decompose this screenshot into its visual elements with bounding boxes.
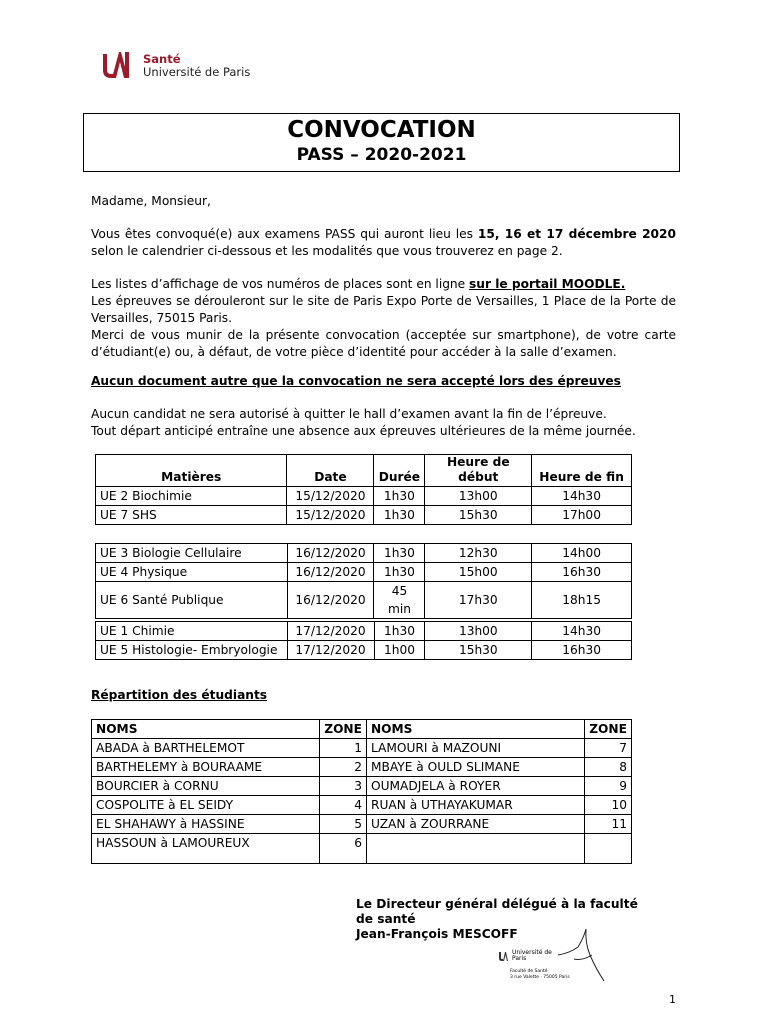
cell-start: 17h30 — [425, 582, 532, 619]
cell-subject: UE 2 Biochimie — [96, 487, 287, 506]
table-row — [96, 544, 632, 563]
table-row — [92, 758, 632, 777]
cell-duration: 1h30 — [374, 622, 425, 641]
cell-zone: 10 — [585, 796, 632, 815]
table-row — [96, 622, 632, 641]
table-row — [96, 487, 632, 506]
rep-header-names-1: NOMS — [92, 720, 320, 739]
cell-names: LAMOURI à MAZOUNI — [366, 739, 584, 758]
cell-zone: 1 — [320, 739, 367, 758]
rule-leave-hall: Aucun candidat ne sera autorisé à quitter le hall d’examen avant la fin de l’épreuve. — [91, 407, 607, 421]
cell-names: UZAN à ZOURRANE — [366, 815, 584, 834]
rep-header-zone-1: ZONE — [320, 720, 367, 739]
document-title: CONVOCATION — [287, 117, 476, 143]
logo-line-sante: Santé — [143, 52, 181, 66]
logo-line-university: Université de Paris — [143, 65, 251, 79]
cell-subject: UE 5 Histologie- Embryologie — [96, 641, 288, 660]
venue-text: Les épreuves se dérouleront sur le site de Paris Expo Porte de Versailles, 1 Place de la Porte de Versailles, 75015 Paris. — [91, 294, 676, 325]
cell-duration: 45 min — [374, 582, 425, 619]
cell-date: 16/12/2020 — [287, 582, 374, 619]
table-row — [92, 739, 632, 758]
cell-date: 17/12/2020 — [287, 622, 374, 641]
cell-subject: UE 7 SHS — [96, 506, 287, 525]
cell-zone: 9 — [585, 777, 632, 796]
cell-duration: 1h30 — [374, 506, 425, 525]
stamp-address: 3 rue Valette · 75005 Paris — [510, 975, 570, 980]
paragraph-rules — [91, 406, 676, 440]
cell-names: EL SHAHAWY à HASSINE — [92, 815, 320, 834]
documents-text: Merci de vous munir de la présente convocation (acceptée sur smartphone), de votre carte d’étudiant(e) ou, à défaut, de votre pièce d’identité pour accéder à la salle d’examen. — [91, 328, 676, 359]
cell-zone: 7 — [585, 739, 632, 758]
paragraph-exam-dates — [91, 226, 676, 260]
table-row — [92, 815, 632, 834]
document-subtitle: PASS – 2020-2021 — [296, 145, 467, 165]
warning-text: Aucun document autre que la convocation ne sera accepté lors des épreuves — [91, 374, 621, 388]
repartition-table — [91, 719, 632, 864]
table-row — [92, 796, 632, 815]
cell-end: 14h00 — [532, 544, 632, 563]
cell-zone: 3 — [320, 777, 367, 796]
table-row — [96, 506, 632, 525]
schedule-header-subject: Matières — [96, 455, 287, 487]
signature-block — [356, 897, 656, 942]
cell-start: 15h00 — [425, 563, 532, 582]
cell-date: 17/12/2020 — [287, 641, 374, 660]
cell-end: 18h15 — [532, 582, 632, 619]
table-row — [96, 582, 632, 619]
cell-zone: 6 — [320, 834, 367, 864]
cell-names: MBAYE à OULD SLIMANE — [366, 758, 584, 777]
cell-subject: UE 6 Santé Publique — [96, 582, 288, 619]
signatory-name: Jean-François MESCOFF — [356, 927, 518, 941]
cell-subject: UE 4 Physique — [96, 563, 288, 582]
cell-start: 13h00 — [425, 622, 532, 641]
schedule-header-duration: Durée — [374, 455, 425, 487]
stamp-logo-icon — [498, 950, 510, 962]
cell-zone: 11 — [585, 815, 632, 834]
cell-duration: 1h30 — [374, 487, 425, 506]
paragraph-logistics — [91, 276, 676, 361]
cell-end: 14h30 — [532, 622, 632, 641]
logo-text — [143, 53, 250, 79]
exam-dates-text-a: Vous êtes convoqué(e) aux examens PASS qui auront lieu les — [91, 227, 478, 241]
cell-duration: 1h00 — [374, 641, 425, 660]
cell-subject: UE 1 Chimie — [96, 622, 288, 641]
schedule-table-day3 — [95, 621, 632, 660]
repartition-title — [91, 687, 676, 704]
cell-duration: 1h30 — [374, 544, 425, 563]
rep-header-names-2: NOMS — [366, 720, 584, 739]
cell-end: 17h00 — [532, 506, 632, 525]
cell-start: 13h00 — [425, 487, 532, 506]
schedule-header-start: Heure de début — [425, 455, 532, 487]
cell-names: RUAN à UTHAYAKUMAR — [366, 796, 584, 815]
rep-header-zone-2: ZONE — [585, 720, 632, 739]
exam-dates-bold: 15, 16 et 17 décembre 2020 — [477, 227, 676, 241]
exam-dates-text-b: selon le calendrier ci-dessous et les modalités que vous trouverez en page 2. — [91, 244, 563, 258]
moodle-text: Les listes d’affichage de vos numéros de places sont en ligne — [91, 277, 470, 291]
table-row — [96, 563, 632, 582]
stamp-faculty: Faculté de Santé — [510, 969, 548, 974]
cell-names — [366, 834, 584, 864]
cell-names: BARTHELEMY à BOURAAME — [92, 758, 320, 777]
repartition-title-text: Répartition des étudiants — [91, 688, 268, 702]
cell-date: 16/12/2020 — [287, 563, 374, 582]
cell-names: OUMADJELA à ROYER — [366, 777, 584, 796]
warning-notice — [91, 373, 676, 390]
cell-start: 12h30 — [425, 544, 532, 563]
cell-duration: 1h30 — [374, 563, 425, 582]
signatory-title: Le Directeur général délégué à la faculté de santé — [356, 897, 638, 926]
title-box — [83, 113, 680, 172]
cell-end: 16h30 — [532, 563, 632, 582]
schedule-table-day2 — [95, 543, 632, 619]
table-row — [92, 777, 632, 796]
cell-zone: 2 — [320, 758, 367, 777]
cell-zone: 8 — [585, 758, 632, 777]
cell-start: 15h30 — [425, 506, 532, 525]
cell-start: 15h30 — [425, 641, 532, 660]
cell-names: ABADA à BARTHELEMOT — [92, 739, 320, 758]
cell-names: COSPOLITE à EL SEIDY — [92, 796, 320, 815]
cell-zone: 5 — [320, 815, 367, 834]
cell-date: 15/12/2020 — [287, 506, 374, 525]
university-logo-icon — [100, 48, 134, 80]
cell-subject: UE 3 Biologie Cellulaire — [96, 544, 288, 563]
table-row — [96, 641, 632, 660]
rule-early-departure: Tout départ anticipé entraîne une absence aux épreuves ultérieures de la même journée. — [91, 424, 636, 438]
schedule-table — [95, 454, 632, 525]
cell-date: 16/12/2020 — [287, 544, 374, 563]
schedule-header-end: Heure de fin — [532, 455, 632, 487]
handwritten-signature — [556, 925, 606, 985]
cell-end: 14h30 — [532, 487, 632, 506]
cell-names: BOURCIER à CORNU — [92, 777, 320, 796]
table-row — [92, 834, 632, 864]
cell-zone — [585, 834, 632, 864]
stamp-university: Université de Paris — [512, 949, 552, 962]
cell-date: 15/12/2020 — [287, 487, 374, 506]
page-number: 1 — [669, 993, 676, 1006]
salutation: Madame, Monsieur, — [91, 194, 211, 208]
cell-end: 16h30 — [532, 641, 632, 660]
schedule-header-date: Date — [287, 455, 374, 487]
cell-names: HASSOUN à LAMOUREUX — [92, 834, 320, 864]
cell-zone: 4 — [320, 796, 367, 815]
moodle-link[interactable]: sur le portail MOODLE. — [469, 277, 626, 291]
